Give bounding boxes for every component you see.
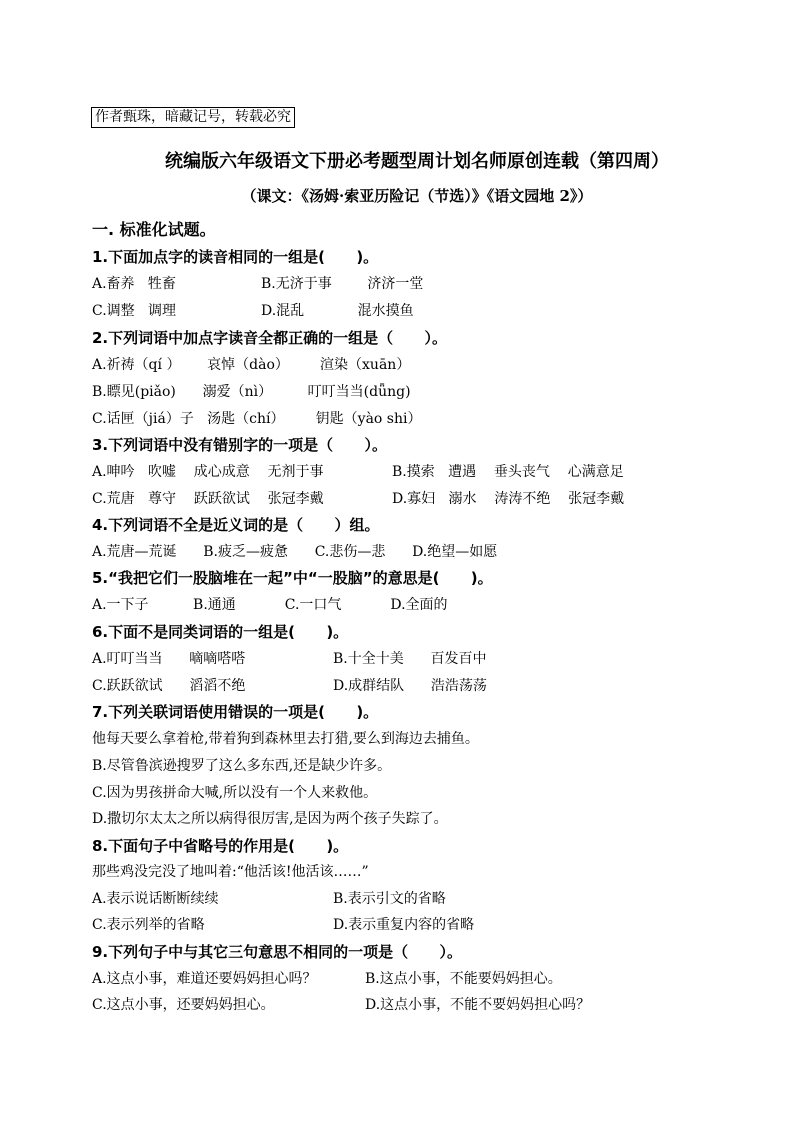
q9-option-c: C.这点小事，还要妈妈担心。 bbox=[92, 997, 275, 1013]
section-heading: 一. 标准化试题。 bbox=[92, 220, 216, 239]
page-subtitle: （课文：《汤姆·索亚历险记（节选）》《语文园地 2》） bbox=[241, 187, 593, 205]
q4-options: A.荒唐—荒诞 B.疲乏—疲惫 C.悲伤—悲 D.绝望—如愿 bbox=[92, 544, 498, 560]
q9-option-b: B.这点小事，不能要妈妈担心。 bbox=[365, 971, 562, 987]
q9-option-d: D.这点小事，不能不要妈妈担心吗？ bbox=[365, 997, 591, 1013]
q8-option-b: B.表示引文的省略 bbox=[333, 891, 446, 907]
q1-option-b: B.无济于事 济济一堂 bbox=[261, 276, 424, 292]
q2-option-c: C.话匣（jiá）子 汤匙（chí） 钥匙（yào shi） bbox=[92, 411, 422, 427]
question-7-stem: 7.下列关联词语使用错误的一项是( )。 bbox=[92, 703, 379, 721]
q3-option-b: B.摸索 遭遇 垂头丧气 心满意足 bbox=[392, 464, 624, 480]
q7-option-c: C.因为男孩拼命大喊,所以没有一个人来救他。 bbox=[92, 785, 378, 801]
q8-option-a: A.表示说话断断续续 bbox=[92, 891, 219, 907]
q7-option-b: B.尽管鲁滨逊搜罗了这么多东西,还是缺少许多。 bbox=[92, 758, 392, 774]
q6-option-d: D.成群结队 浩浩荡荡 bbox=[333, 678, 487, 694]
q2-option-b: B.瞟见(piǎo) 溺爱（nì） 叮叮当当(dǖng) bbox=[92, 384, 411, 400]
q8-option-c: C.表示列举的省略 bbox=[92, 917, 205, 933]
question-9-stem: 9.下列句子中与其它三句意思不相同的一项是（ ）。 bbox=[92, 943, 462, 961]
q3-option-c: C.荒唐 尊守 跃跃欲试 张冠李戴 bbox=[92, 491, 324, 507]
q1-option-a: A.畜养 牲畜 bbox=[92, 276, 176, 292]
q3-option-d: D.寡妇 溺水 涛涛不绝 张冠李戴 bbox=[392, 491, 625, 507]
q5-options: A.一下子 B.通通 C.一口气 D.全面的 bbox=[92, 597, 448, 613]
q1-option-c: C.调整 调理 bbox=[92, 303, 177, 319]
question-6-stem: 6.下面不是同类词语的一组是( )。 bbox=[92, 623, 349, 641]
q9-option-a: A.这点小事，难道还要妈妈担心吗？ bbox=[92, 971, 317, 987]
question-4-stem: 4.下列词语不全是近义词的是（ ）组。 bbox=[92, 516, 380, 534]
q6-option-a: A.叮叮当当 嘀嘀嗒嗒 bbox=[92, 651, 246, 667]
page-title: 统编版六年级语文下册必考题型周计划名师原创连载（第四周） bbox=[165, 151, 669, 172]
q8-quote: 那些鸡没完没了地叫着:“他活该!他活该……” bbox=[92, 864, 369, 880]
q1-option-d: D.混乱 混水摸鱼 bbox=[261, 303, 414, 319]
q2-option-a: A.祈祷（qí ） 哀悼（dào） 渲染（xuān） bbox=[92, 357, 411, 373]
q7-option-d: D.撒切尔太太之所以病得很厉害,是因为两个孩子失踪了。 bbox=[92, 811, 448, 827]
q8-option-d: D.表示重复内容的省略 bbox=[333, 917, 475, 933]
copyright-notice: 作者甄珠，暗藏记号，转载必究 bbox=[91, 107, 295, 128]
question-8-stem: 8.下面句子中省略号的作用是( )。 bbox=[92, 837, 349, 855]
question-5-stem: 5.“我把它们一股脑堆在一起”中“一股脑”的意思是( )。 bbox=[92, 569, 493, 587]
question-3-stem: 3.下列词语中没有错别字的一项是（ ）。 bbox=[92, 436, 387, 454]
q3-option-a: A.呻吟 吹嘘 成心成意 无剂于事 bbox=[92, 464, 324, 480]
q6-option-c: C.跃跃欲试 滔滔不绝 bbox=[92, 678, 246, 694]
question-2-stem: 2.下列词语中加点字读音全都正确的一组是（ ）。 bbox=[92, 329, 447, 347]
q6-option-b: B.十全十美 百发百中 bbox=[333, 651, 487, 667]
question-1-stem: 1.下面加点字的读音相同的一组是( )。 bbox=[92, 248, 379, 266]
q7-option-a: 他每天要么拿着枪,带着狗到森林里去打猎,要么到海边去捕鱼。 bbox=[92, 731, 479, 747]
